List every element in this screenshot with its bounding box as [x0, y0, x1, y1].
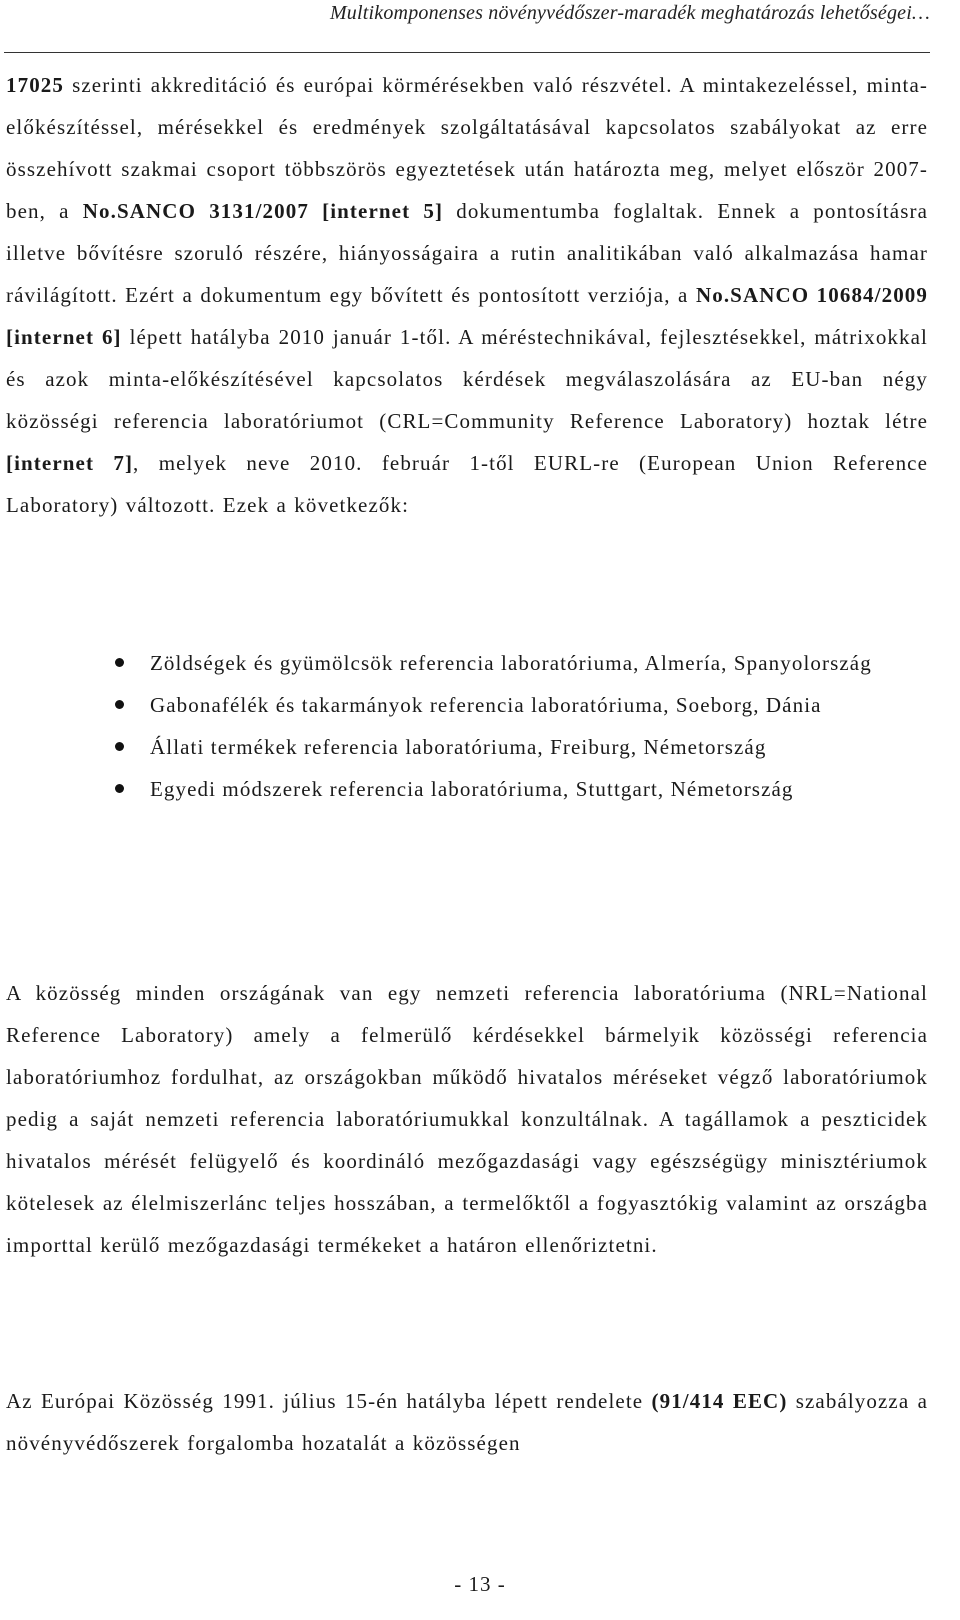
reference-sanco-3131: No.SANCO 3131/2007 [internet 5] — [82, 199, 444, 223]
regulation-reference: (91/414 EEC) — [651, 1389, 788, 1413]
bullet-icon — [115, 658, 124, 667]
bullet-icon — [115, 742, 124, 751]
reference-lab-list — [0, 642, 930, 810]
running-header: Multikomponenses növényvédőszer-maradék meghatározás lehetőségei… — [329, 2, 930, 24]
paragraph-text: Az Európai Közösség 1991. július 15-én hatályba lépett rendelete — [6, 1389, 652, 1413]
paragraph-text: , melyek neve 2010. február 1-től EURL-re (European Union Reference Laboratory) változott. Ezek a következők: — [6, 451, 929, 517]
standard-number: 17025 — [6, 73, 64, 97]
list-item-text: Állati termékek referencia laboratóriuma, Freiburg, Németország — [150, 735, 767, 759]
header-rule — [4, 52, 930, 53]
list-item-text: Zöldségek és gyümölcsök referencia laboratóriuma, Almería, Spanyolország — [150, 651, 872, 675]
list-item — [0, 642, 930, 684]
paragraph-text: szabályozza a növényvédőszerek forgalomba hozatalát a közösségen — [6, 1389, 929, 1455]
body-paragraph-2: A közösség minden országának van egy nemzeti referencia laboratóriuma (NRL=National Reference Laboratory) amely a felmerülő kérdésekkel bármelyik közösségi referencia laboratóriumhoz fordulhat, az országokban működő hivatalos méréseket végző laboratóriumok pedig a saját nemzeti referencia laboratóriumukkal konzultálnak. A tagállamok a peszticidek hivatalos mérését felügyelő és koordináló mezőgazdasági vagy egészségügy minisztériumok kötelesek az élelmiszerlánc teljes hosszában, a termelőktől a fogyasztókig valamint az országba importtal kerülő mezőgazdasági termékeket a határon ellenőriztetni. — [6, 981, 928, 1257]
paragraph-text: szerinti akkreditáció és európai körmérésekben való részvétel. A mintakezeléssel, minta-előkészítéssel, mérésekkel és eredmények szolgáltatásával kapcsolatos szabályokat az erre összehívott szakmai csoport többszörös egyeztetések után határozta meg, melyet először 2007-ben, a — [6, 73, 928, 223]
list-item-text: Gabonafélék és takarmányok referencia laboratóriuma, Soeborg, Dánia — [150, 693, 822, 717]
body-paragraph-1 — [6, 64, 928, 526]
paragraph-text: dokumentumba foglaltak. Ennek a pontosításra illetve bővítésre szoruló részére, hiányosságaira a rutin analitikában való alkalmazása hamar rávilágított. Ezért a dokumentum egy bővített és pontosított verziója, a — [6, 199, 928, 307]
reference-sanco-10684: No.SANCO 10684/2009 [internet 6] — [6, 283, 928, 349]
body-paragraph-3 — [6, 1380, 928, 1464]
list-item-text: Egyedi módszerek referencia laboratóriuma, Stuttgart, Németország — [150, 777, 794, 801]
list-item — [0, 684, 930, 726]
bullet-icon — [115, 784, 124, 793]
list-item — [0, 726, 930, 768]
paragraph-text: lépett hatályba 2010 január 1-től. A méréstechnikával, fejlesztésekkel, mátrixokkal és azok minta-előkészítésével kapcsolatos kérdések megválaszolására az EU-ban négy közösségi referencia laboratóriumot (CRL=Community Reference Laboratory) hoztak létre — [6, 325, 928, 433]
bullet-icon — [115, 700, 124, 709]
list-item — [0, 768, 930, 810]
page-number: - 13 - — [454, 1572, 506, 1596]
reference-internet-7: [internet 7] — [6, 451, 134, 475]
